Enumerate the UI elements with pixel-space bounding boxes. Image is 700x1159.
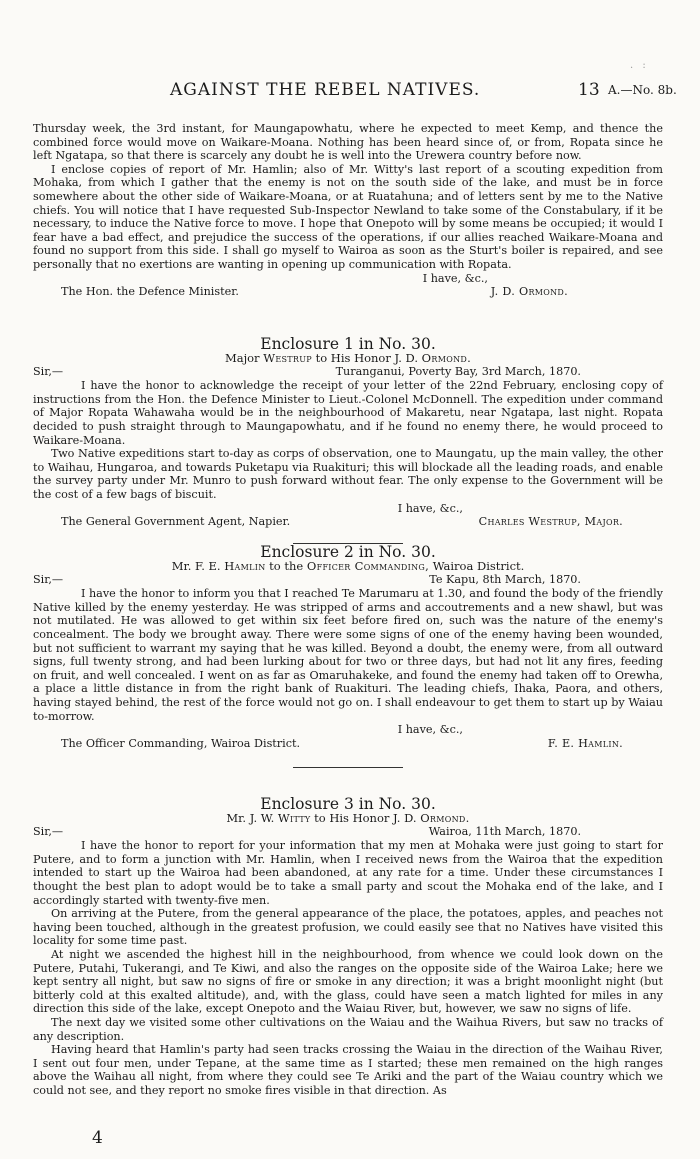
salutation: Sir,— — [33, 825, 64, 839]
enclosure-paragraph: On arriving at the Putere, from the general appearance of the place, the potatoes, apples, and peaches not having been touched, although in the greatest profusion, we could easily see that no Natives have visited this locality for some time past. — [33, 907, 663, 948]
intro-paragraph: I enclose copies of report of Mr. Hamlin; also of Mr. Witty's last report of a scouting expedition from Mohaka, from which I gather that the enemy is not on the south side of the lake, and must be in force somewhere about the other side of Waikare-Moana, or at Ruatahuna; and of letters sent by me to the Native chiefs. You will notice that I have requested Sub-Inspector Newland to take some of the Constabulary, if it be necessary, to induce the Native force to move. I hope that Onepoto will by some means be occupied; it would I fear have a bad effect, and prejudice the success of the operations, if our allies reached Waikare-Moana and found no support from this side. I shall go myself to Wairoa as soon as the Sturt's boiler is repaired, and see personally that no exertions are wanting in opening up communication with Ropata. — [33, 162, 663, 271]
enclosure-subtitle: Mr. F. E. Hamlin to the Officer Commanding, Wairoa District. — [171, 558, 525, 573]
salutation-row — [33, 365, 663, 379]
running-header — [0, 80, 700, 104]
signature: Charles Westrup, Major. — [478, 515, 623, 529]
enclosure-title: Enclosure 1 in No. 30. — [260, 335, 436, 353]
printer-signature-mark: 4 — [92, 1128, 103, 1148]
place-date: Turanganui, Poverty Bay, 3rd March, 1870. — [335, 365, 581, 379]
enclosure-paragraph: I have the honor to acknowledge the receipt of your letter of the 22nd February, enclosing copy of instructions from the Hon. the Defence Minister to Lieut.-Colonel McDonnell. The expedition under command of Major Ropata Wahawaha would be in the neighbourhood of Makaretu, near Ngatapa, last night. Ropata decided to push straight through to Maungapowhatu, and if he found no enemy there, he would proceed to Waikare-Moana. — [33, 379, 663, 447]
document-reference: A.—No. 8b. — [608, 83, 677, 97]
enclosure-title: Enclosure 2 in No. 30. — [260, 543, 436, 561]
page-number: 13 — [578, 80, 600, 100]
addressee: The Hon. the Defence Minister. — [61, 285, 239, 299]
signature-row — [33, 737, 663, 751]
enclosure-subtitle: Mr. J. W. Witty to His Honor J. D. Ormond. — [226, 810, 470, 825]
place-date: Te Kapu, 8th March, 1870. — [429, 573, 581, 587]
salutation: Sir,— — [33, 365, 64, 379]
signature: F. E. Hamlin. — [547, 736, 623, 750]
intro-paragraph: Thursday week, the 3rd instant, for Maungapowhatu, where he expected to meet Kemp, and thence the combined force would move on Waikare-Moana. Nothing has been heard since of, or from, Ropata since he left Ngatapa, so that there is scarcely any doubt he is well into the Urewera country before now. — [33, 122, 663, 163]
signature-row — [33, 515, 663, 529]
intro-letter — [33, 122, 663, 299]
addressee: The Officer Commanding, Wairoa District. — [61, 736, 301, 750]
enclosure-paragraph: At night we ascended the highest hill in the neighbourhood, from whence we could look down on the Putere, Putahi, Tukerangi, and Te Kiwi, and also the ranges on the opposite side of the Wairoa Lake; here we kept sentry all night, but saw no signs of fire or smoke in any direction; it was a bright moonlight night (but bitterly cold at this exalted altitude), and, with the glass, could have seen a match lighted for miles in any direction this side of the lake, except Onepoto and the Waiau River, but, however, we saw no signs of life. — [33, 947, 663, 1016]
section-divider — [293, 767, 403, 768]
closing-line: I have, &c., — [397, 501, 463, 515]
signature-row — [33, 285, 663, 299]
enclosure-3 — [33, 795, 663, 1097]
salutation-row — [33, 825, 663, 839]
enclosure-1 — [33, 335, 663, 544]
salutation: Sir,— — [33, 573, 64, 587]
salutation-row — [33, 573, 663, 587]
signature: J. D. Ormond. — [490, 285, 568, 299]
place-date: Wairoa, 11th March, 1870. — [428, 825, 581, 839]
closing-line: I have, &c., — [397, 723, 463, 737]
addressee: The General Government Agent, Napier. — [61, 515, 291, 529]
enclosure-title: Enclosure 3 in No. 30. — [260, 795, 436, 813]
enclosure-paragraph: I have the honor to report for your information that my men at Mohaka were just going to start for Putere, and to form a junction with Mr. Hamlin, when I received news from the Wairoa that the expedition intended to start up the Wairoa had been abandoned, at any rate for a time. Under these circumstances I thought the best plan to adopt would be to take a small party and scout the Mohaka end of the lake, and I accordingly started with twenty-five men. — [33, 839, 663, 907]
closing-line: I have, &c., — [422, 271, 488, 285]
enclosure-subtitle: Major Westrup to His Honor J. D. Ormond. — [224, 350, 472, 365]
corner-mark: . : — [630, 60, 649, 71]
enclosure-2 — [33, 543, 663, 768]
enclosure-paragraph: I have the honor to inform you that I reached Te Marumaru at 1.30, and found the body of the friendly Native killed by the enemy yesterday. He was stripped of arms and accoutrements and a new shawl, but was not mutilated. He was allowed to get within six feet before fired on, such was the nature of the enemy's concealment. The body we brought away. There were some signs of one of the enemy having been wounded, but not sufficient to warrant my saying that he was killed. Beyond a doubt, the enemy were, from all outward signs, full twenty strong, and had been lurking about for two or three days, but had not lit any fires, feeding on fruit, and well concealed. I went on as far as Omaruhakeke, and found the enemy had taken off to Orewha, a place a little distance in from the right bank of Ruakituri. The leading chiefs, Ihaka, Paora, and others, having stayed behind, the rest of the force would not go on. I shall endeavour to get them to start up by Waiau to-morrow. — [33, 587, 663, 723]
page-header-title: AGAINST THE REBEL NATIVES. — [170, 80, 481, 100]
enclosure-paragraph: Two Native expeditions start to-day as corps of observation, one to Maungatu, up the main valley, the other to Waihau, Hungaroa, and towards Puketapu via Ruakituri; this will blockade all the leading roads, and enable the survey party under Mr. Munro to push forward without fear. The only expense to the Government will be the cost of a few bags of biscuit. — [33, 447, 663, 501]
enclosure-paragraph: Having heard that Hamlin's party had seen tracks crossing the Waiau in the direction of the Waihau River, I sent out four men, under Tepane, at the same time as I started; these men remained on the high ranges above the Waihau all night, from where they could see Te Ariki and the part of the Waiau country which we could not see, and they report no smoke fires visible in that direction. As — [33, 1043, 663, 1097]
enclosure-paragraph: The next day we visited some other cultivations on the Waiau and the Waihua Rivers, but saw no tracks of any description. — [33, 1015, 663, 1043]
